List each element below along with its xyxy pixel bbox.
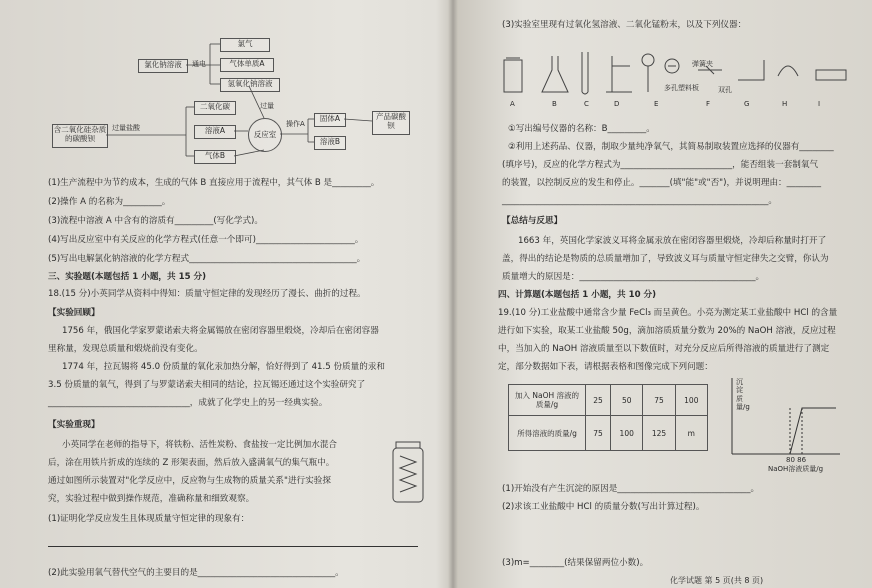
naoh-solution-box: 氢氧化钠溶液 xyxy=(220,78,280,92)
apparatus-label-e: E xyxy=(654,100,659,108)
apparatus-label-d: D xyxy=(614,100,620,108)
review-tag: 【实验回顾】 xyxy=(48,308,100,318)
redo-p3a: 小英同学在老师的指导下，将铁粉、活性炭粉、食盐按一定比例加水混合 xyxy=(62,440,338,450)
table-cell: m xyxy=(675,416,707,451)
apparatus-label-c: C xyxy=(584,100,589,108)
q18-stem: 18.(15 分)小英同学从资料中得知：质量守恒定律的发现经历了漫长、曲折的过程。 xyxy=(48,289,366,299)
gas-b-box: 气体B xyxy=(194,150,236,164)
review-p2b: 3.5 份质量的氧气，得到了与罗蒙诺索夫相同的结论，拉瓦锡还通过这个实验研究了 xyxy=(48,380,366,390)
q18-part3: (3)实验室里现有过氧化氢溶液、二氧化锰粉末，以及下列仪器： xyxy=(502,20,747,30)
apparatus-note-e: 多孔塑料板 xyxy=(664,84,699,92)
summary-s2: 盖，得出的结论是物质的总质量增加了，导致波义耳与质量守恒定律失之交臂，你认为 xyxy=(502,254,829,264)
table-cell: 100 xyxy=(611,416,643,451)
q17-part5: (5)写出电解氯化钠溶液的化学方程式_______________________________________。 xyxy=(48,254,366,264)
q17-part4: (4)写出反应室中有关反应的化学方程式(任意一个即可)_______________________。 xyxy=(48,235,364,245)
section4-heading: 四、计算题(本题包括 1 小题，共 10 分) xyxy=(498,290,657,300)
q17-part1: (1)生产流程中为节约成本，生成的气体 B 直接应用于流程中，其气体 B 是_________。 xyxy=(48,178,380,188)
apparatus-label-a: A xyxy=(510,100,515,108)
calc-q2: (2)求该工业盐酸中 HCl 的质量分数(写出计算过程)。 xyxy=(502,502,705,512)
apparatus-label-g: G xyxy=(744,100,750,108)
review-p2a: 1774 年，拉瓦锡将 45.0 份质量的氧化汞加热分解，恰好得到了 41.5 份质量的汞和 xyxy=(62,362,386,372)
q19a: 19.(10 分)工业盐酸中通常含少量 FeCl₃ 而呈黄色。小亮为测定某工业盐酸中 HCl 的含量 xyxy=(498,308,838,318)
q18-r2d: ______________________________________________________________。 xyxy=(502,196,778,206)
answer-line-1 xyxy=(48,546,418,547)
review-p2c: _________________________________，成就了化学史上的另一经典实验。 xyxy=(48,398,328,408)
q17-part2: (2)操作 A 的名称为_________。 xyxy=(48,197,171,207)
apparatus-label-i: I xyxy=(818,100,821,108)
left-page xyxy=(42,0,434,588)
apparatus-label-f: F xyxy=(706,100,711,108)
review-p1b: 里称量，发现总质量和煅烧前没有变化。 xyxy=(48,344,203,354)
table-cell: 125 xyxy=(643,416,675,451)
table-row2-label: 所得溶液的质量/g xyxy=(509,416,586,451)
electrolysis-label: 通电 xyxy=(192,60,206,68)
summary-s1: 1663 年，英国化学家波义耳将金属汞放在密闭容器里煅烧，冷却后称量时打开了 xyxy=(518,236,827,246)
summary-tag: 【总结与反思】 xyxy=(502,216,563,226)
redo-p3d: 究，实验过程中做到操作规范，准确称量和细致观察。 xyxy=(48,494,255,504)
apparatus-label-h: H xyxy=(782,100,788,108)
calc-q1: (1)开始没有产生沉淀的原因是_______________________________。 xyxy=(502,484,760,494)
q18-r2c: 的装置，以控制反应的发生和停止。_______(填"能"或"否")，并说明理由：________ xyxy=(502,178,822,188)
section3-heading: 三、实验题(本题包括 1 小题，共 15 分) xyxy=(48,272,207,282)
solid-a-box: 固体A xyxy=(314,113,346,127)
table-cell: 75 xyxy=(586,416,611,451)
flowchart-arrows xyxy=(42,0,434,180)
co2-box: 二氧化碳 xyxy=(194,101,236,115)
table-cell: 75 xyxy=(643,385,675,416)
apparatus-label-b: B xyxy=(552,100,557,108)
table-cell: 100 xyxy=(675,385,707,416)
page-fold xyxy=(448,0,458,588)
q17-part3: (3)流程中溶液 A 中含有的溶质有_________(写化学式)。 xyxy=(48,216,263,226)
nacl-solution-box: 氯化钠溶液 xyxy=(138,59,188,73)
page-footer: 化学试题 第 5 页(共 8 页) xyxy=(670,576,764,585)
redo-p3b: 后，涂在用铁片折成的连续的 Z 形架表面，然后放入盛满氧气的集气瓶中。 xyxy=(48,458,335,468)
redo-p3c: 通过如图所示装置对"化学反应中，反应物与生成物的质量关系"进行实验探 xyxy=(48,476,331,486)
apparatus-note-g: 双孔 xyxy=(718,86,732,94)
product-box: 产品碳酸钡 xyxy=(372,111,410,135)
q18-r2b: (填序号)，反应的化学方程式为__________________________，能否组装一套制氧气 xyxy=(502,160,819,170)
table-cell: 25 xyxy=(586,385,611,416)
data-table xyxy=(508,384,708,451)
right-page xyxy=(478,0,848,588)
raw-material-box: 含二氧化硅杂质的碳酸钡 xyxy=(52,124,108,148)
graph-ticks: 80 86 xyxy=(786,456,807,464)
calc-q3: (3)m=________(结果保留两位小数)。 xyxy=(502,558,649,568)
graph-xlabel: NaOH溶液质量/g xyxy=(768,465,824,473)
redo-tag: 【实验重现】 xyxy=(48,420,100,430)
solution-a-box: 溶液A xyxy=(194,125,236,139)
review-p1a: 1756 年，俄国化学家罗蒙诺索夫将金属锡放在密闭容器里煅烧，冷却后在密闭容器 xyxy=(62,326,379,336)
chlorine-box: 氯气 xyxy=(220,38,270,52)
redo-q2: (2)此实验用氧气替代空气的主要目的是________________________________。 xyxy=(48,568,344,578)
summary-s3: 质量增大的原因是：_________________________________________。 xyxy=(502,272,765,282)
redo-q1: (1)证明化学反应发生且体现质量守恒定律的现象有： xyxy=(48,514,250,524)
hcl-label: 过量盐酸 xyxy=(112,124,140,132)
q19c: 中，当加入的 NaOH 溶液质量至以下数值时，对充分反应后所得溶液的质量进行了测定 xyxy=(498,344,830,354)
reactor-box: 反应室 xyxy=(248,118,282,152)
q18-r1: ①写出编号仪器的名称：B_________。 xyxy=(508,124,655,134)
apparatus-note-f: 弹簧夹 xyxy=(692,60,713,68)
operation-a-label: 操作A xyxy=(286,120,305,128)
graph-ylabel: 沉淀质量/g xyxy=(736,378,750,412)
solution-b-box: 溶液B xyxy=(314,136,346,150)
q18-r2a: ②利用上述药品、仪器，制取少量纯净氧气，其简易制取装置应选择的仪器有________ xyxy=(508,142,834,152)
table-row1-label: 加入 NaOH 溶液的质量/g xyxy=(509,385,586,416)
q19d: 定，部分数据如下表，请根据表格和图像完成下列问题： xyxy=(498,362,713,372)
table-cell: 50 xyxy=(611,385,643,416)
q19b: 进行如下实验，取某工业盐酸 50g，滴加溶质质量分数为 20%的 NaOH 溶液，反应过程 xyxy=(498,326,836,336)
gas-elem-a-box: 气体单质A xyxy=(220,58,274,72)
gas-jar-figure xyxy=(390,436,426,506)
excess-label: 过量 xyxy=(260,102,274,110)
